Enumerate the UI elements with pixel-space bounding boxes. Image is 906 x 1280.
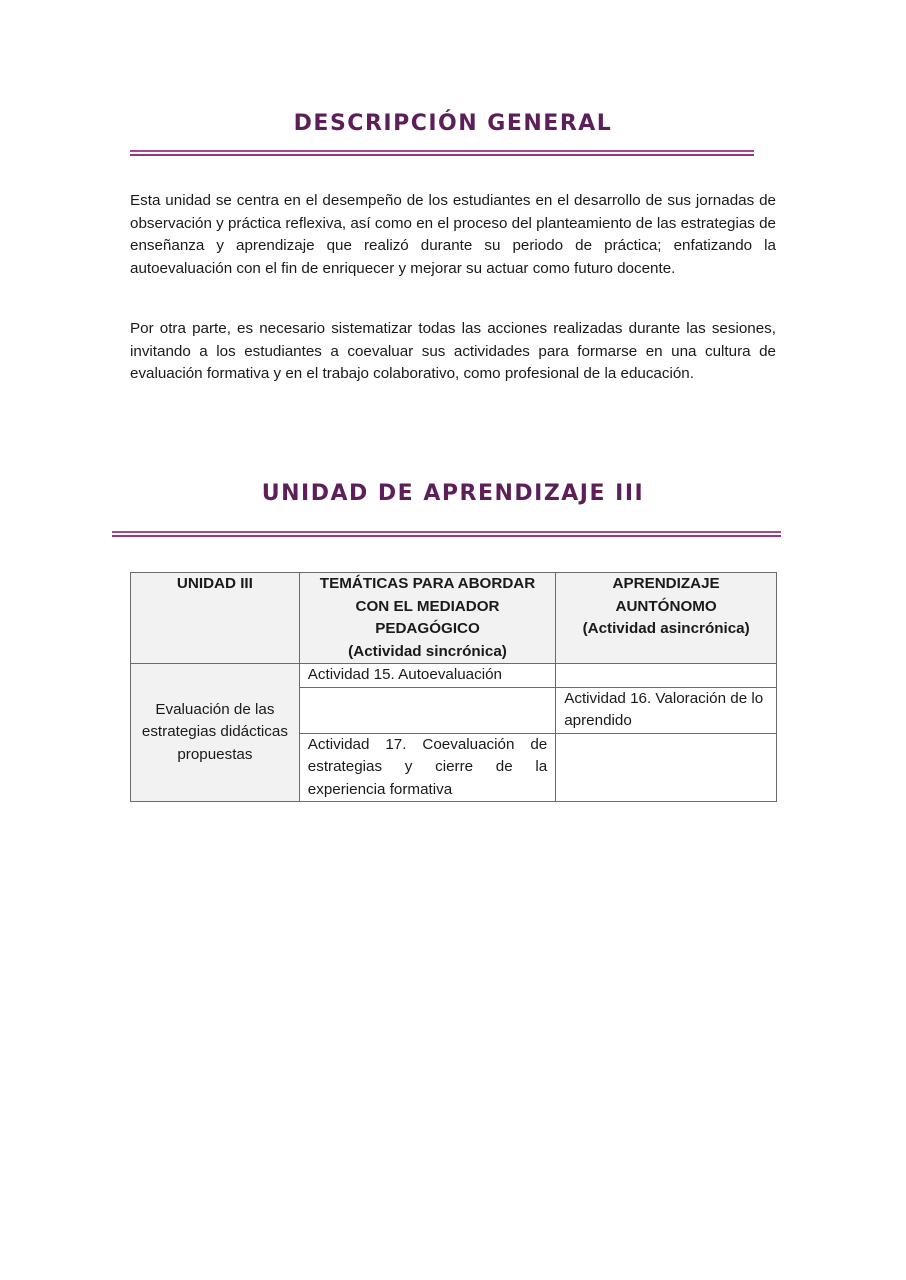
title-underline-1 xyxy=(130,150,754,156)
header-async-line-3: (Actividad asincrónica) xyxy=(582,620,750,637)
sync-activity-cell: Actividad 17. Coevaluación de estrategias y cierre de la experiencia formativa xyxy=(299,733,555,802)
header-sync-topics xyxy=(299,573,555,664)
table-row xyxy=(131,664,777,688)
async-activity-cell xyxy=(556,664,777,688)
async-activity-cell xyxy=(556,733,777,802)
unit-table xyxy=(130,572,777,802)
title-underline-2 xyxy=(112,531,781,537)
description-paragraph-1: Esta unidad se centra en el desempeño de los estudiantes en el desarrollo de sus jornadas de observación y práctica reflexiva, así como en el proceso del planteamiento de las estrategias de enseñanza y aprendizaje que realizó durante su periodo de práctica; enfatizando la autoevaluación con el fin de enriquecer y mejorar su actuar como futuro docente. xyxy=(130,192,776,277)
header-sync-line-2: CON EL MEDIADOR xyxy=(355,597,500,615)
section-title-descripcion-general: DESCRIPCIÓN GENERAL xyxy=(293,111,613,136)
header-unit xyxy=(131,573,300,664)
async-activity-cell: Actividad 16. Valoración de lo aprendido xyxy=(556,687,777,733)
header-sync-line-1: TEMÁTICAS PARA ABORDAR xyxy=(319,575,536,592)
header-async-line-1: APRENDIZAJE xyxy=(612,575,720,592)
header-sync-line-3: PEDAGÓGICO xyxy=(375,620,480,637)
description-paragraph-2: Por otra parte, es necesario sistematizar todas las acciones realizadas durante las sesiones, invitando a los estudiantes a coevaluar sus actividades para formarse en una cultura de evaluación formativa y en el trabajo colaborativo, como profesional de la educación. xyxy=(130,320,776,382)
table-header-row xyxy=(131,573,777,664)
section-title-unidad-aprendizaje: UNIDAD DE APRENDIZAJE III xyxy=(261,481,645,506)
unit-name-cell: Evaluación de las estrategias didácticas propuestas xyxy=(131,664,300,802)
sync-activity-cell: Actividad 15. Autoevaluación xyxy=(299,664,555,688)
header-async-line-2: AUNTÓNOMO xyxy=(615,597,717,615)
header-unit-label: UNIDAD III xyxy=(176,575,253,592)
header-sync-line-4: (Actividad sincrónica) xyxy=(348,642,507,660)
header-async-learning xyxy=(556,573,777,664)
sync-activity-cell xyxy=(299,687,555,733)
